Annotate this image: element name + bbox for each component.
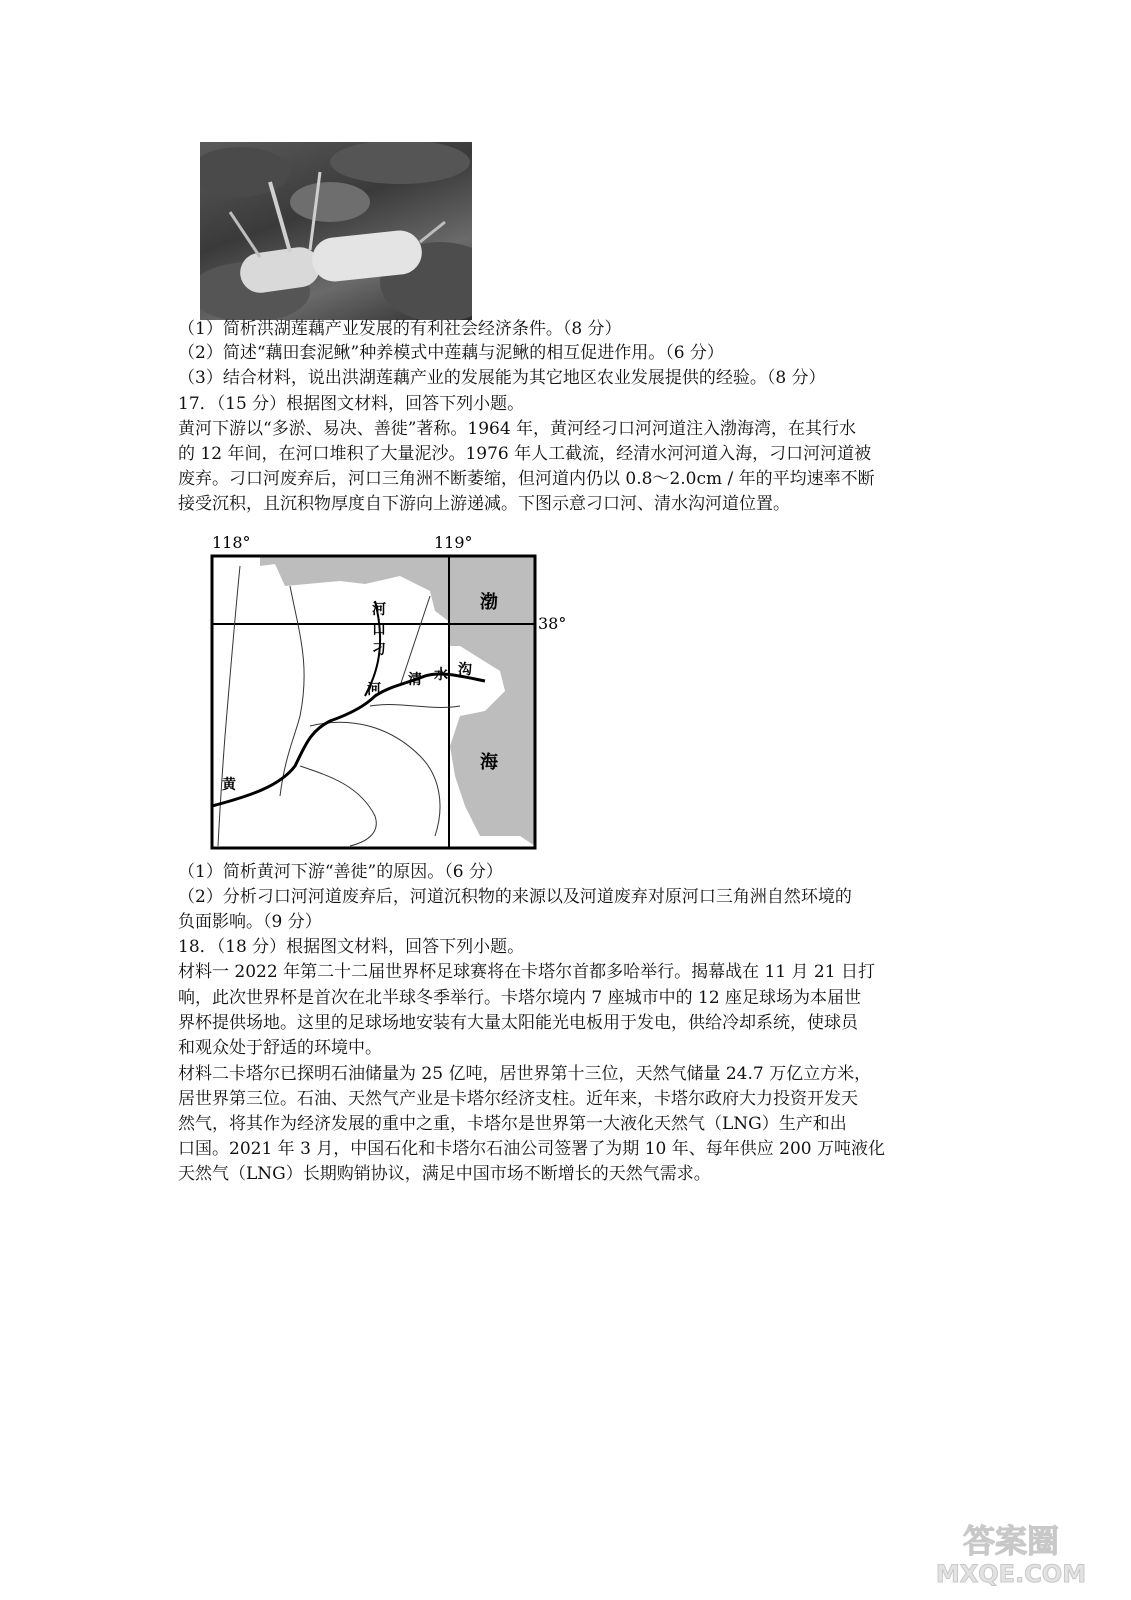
yellow-river-main-course [212, 674, 485, 806]
q17-header: 17．（15 分）根据图文材料，回答下列小题。 [178, 394, 525, 414]
q17-item-2-cont: 负面影响。（9 分） [178, 912, 322, 932]
q17-material-line-1: 黄河下游以“多淤、易决、善徙”著称。1964 年，黄河经刁口河河道注入渤海湾，在其行水 [178, 419, 857, 439]
minor-river [300, 766, 376, 846]
q18-material-line-9: 天然气（LNG）长期购销协议，满足中国市场不断增长的天然气需求。 [178, 1164, 711, 1184]
q17-item-1: （1）简析黄河下游“善徙”的原因。（6 分） [178, 862, 503, 882]
lon-119-label: 119° [434, 536, 473, 552]
q18-material-line-4: 和观众处于舒适的环境中。 [178, 1038, 382, 1058]
lotus-root-photo [200, 142, 472, 320]
q16-item-3: （3）结合材料，说出洪湖莲藕产业的发展能为其它地区农业发展提供的经验。（8 分） [178, 368, 826, 388]
q18-material-line-7: 然气，将其作为经济发展的重中之重，卡塔尔是世界第一大液化天然气（LNG）生产和出 [178, 1114, 847, 1134]
q17-material-line-2: 的 12 年间，在河口堆积了大量泥沙。1976 年人工截流，经清水河河道入海，刁口河河道被 [178, 444, 872, 464]
watermark-text-top: 答案圈 [962, 1522, 1060, 1560]
minor-river [280, 586, 304, 796]
q18-material-line-3: 界杯提供场地。这里的足球场地安装有大量太阳能光电板用于发电，供给冷却系统，使球员 [178, 1013, 858, 1033]
q18-material-line-8: 口国。2021 年 3 月，中国石化和卡塔尔石油公司签署了为期 10 年、每年供应 200 万吨液化 [178, 1139, 885, 1159]
diaokou-label-3: 刁 [372, 642, 386, 658]
qingshuigou-label-3: 沟 [458, 662, 472, 678]
minor-river [310, 722, 440, 836]
watermark-text-bottom: MXQE.COM [935, 1560, 1087, 1588]
qingshuigou-label-2: 水 [434, 667, 448, 683]
q18-material-line-2: 响，此次世界杯是首次在北半球冬季举行。卡塔尔境内 7 座城市中的 12 座足球场为本届世 [178, 988, 862, 1008]
q18-material-line-6: 居世界第三位。石油、天然气产业是卡塔尔经济支柱。近年来，卡塔尔政府大力投资开发天 [178, 1089, 858, 1109]
q16-item-1: （1）简析洪湖莲藕产业发展的有利社会经济条件。（8 分） [178, 319, 622, 339]
diaokou-label-4: 河 [367, 682, 381, 698]
diaokou-label-2: 口 [372, 622, 386, 638]
lon-118-label: 118° [212, 536, 251, 552]
q17-material-line-3: 废弃。刁口河废弃后，河口三角洲不断萎缩，但河道内仍以 0.8～2.0cm / 年的平均速率不断 [178, 469, 875, 489]
lat-38-label: 38° [538, 614, 567, 633]
q16-item-2: （2）简述“藕田套泥鳅”种养模式中莲藕与泥鳅的相互促进作用。（6 分） [178, 343, 724, 363]
yellow-river-delta-map [200, 536, 570, 864]
q17-item-2: （2）分析刁口河河道废弃后，河道沉积物的来源以及河道废弃对原河口三角洲自然环境的 [178, 887, 852, 907]
lotus-root-illustration [200, 142, 472, 320]
site-watermark-logo [911, 1518, 1111, 1588]
sea-label-bo: 渤 [480, 592, 498, 613]
q17-material-line-4: 接受沉积，且沉积物厚度自下游向上游递减。下图示意刁口河、清水沟河道位置。 [178, 494, 790, 514]
qingshuigou-label-1: 清 [408, 672, 422, 688]
diaokou-label-1: 河 [372, 602, 386, 618]
sea-label-hai: 海 [480, 752, 498, 773]
q18-header: 18．（18 分）根据图文材料，回答下列小题。 [178, 937, 525, 957]
huanghe-label: 黄 [222, 777, 236, 793]
q18-material-line-5: 材料二卡塔尔已探明石油储量为 25 亿吨，居世界第十三位，天然气储量 24.7 万亿立方米， [178, 1064, 872, 1084]
q18-material-line-1: 材料一 2022 年第二十二届世界杯足球赛将在卡塔尔首都多哈举行。揭幕战在 11 月 21 日打 [178, 962, 875, 982]
minor-river [370, 705, 460, 708]
map-svg [200, 536, 570, 864]
